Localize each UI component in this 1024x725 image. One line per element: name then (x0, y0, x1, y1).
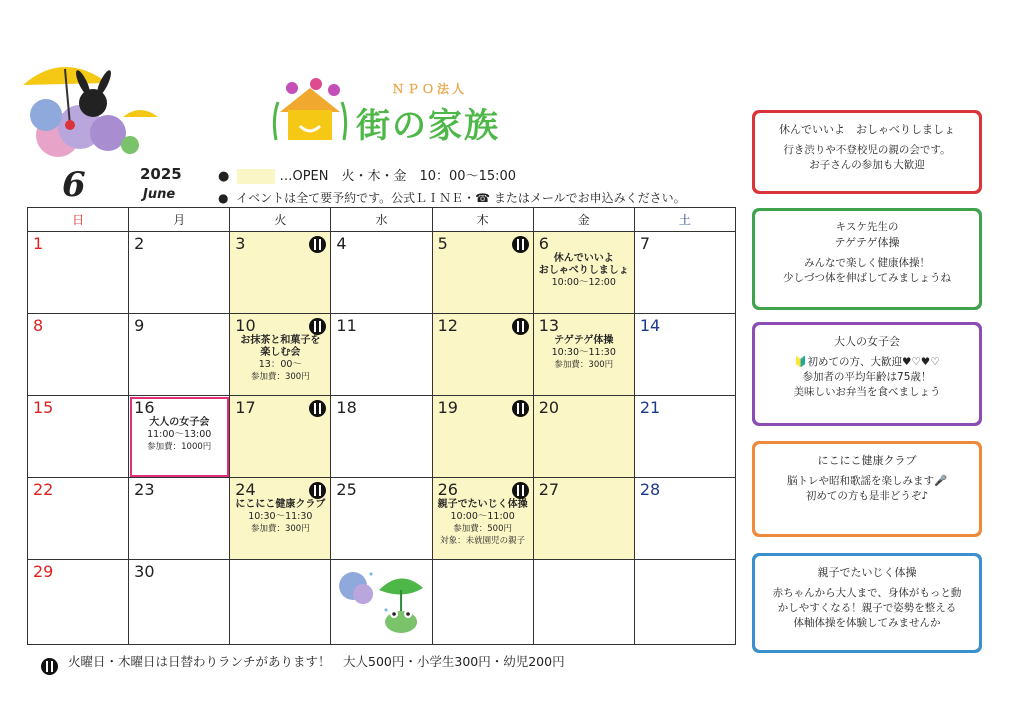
day-cell (230, 232, 331, 314)
card-body: 脳トレや昭和歌謡を楽しみます🎤 (786, 475, 948, 487)
event-title: 休んでいいよ (553, 253, 614, 264)
logo-title: 街の家族 (356, 106, 500, 146)
day-number: 10 (235, 316, 256, 335)
day-number: 28 (639, 480, 661, 499)
event-card-inner (755, 325, 979, 423)
event-card-taijiku (752, 553, 982, 653)
event-title: にこにこ健康クラブ (235, 499, 326, 510)
card-body: 初めての方も是非どうぞ♪ (805, 490, 929, 502)
day-number: 16 (134, 398, 155, 417)
event-card-tegetege (752, 208, 982, 310)
weekday-tue: 火 (230, 208, 331, 232)
day-number: 3 (235, 234, 246, 253)
card-body: 体軸体操を体験してみませんか (793, 617, 941, 629)
card-body: 美味しいお弁当を食べましょう (793, 386, 941, 398)
open-hours-text: …OPEN 火・木・金 10：00～15:00 (279, 169, 517, 184)
fork-knife-icon (512, 236, 529, 253)
event-card-rest (752, 110, 982, 194)
event (539, 253, 629, 289)
day-cell (129, 478, 230, 560)
weekday-thu: 木 (432, 208, 533, 232)
frog-hydrangea-illustration (331, 560, 431, 640)
year: 2025 (140, 165, 182, 183)
day-cell (634, 314, 735, 396)
day-cell (533, 396, 634, 478)
event-title: 楽しむ会 (260, 347, 301, 358)
day-cell (230, 396, 331, 478)
day-number: 24 (235, 480, 256, 499)
day-number: 2 (134, 234, 145, 253)
day-number: 17 (235, 398, 256, 417)
open-hours-info: ● …OPEN 火・木・金 10：00～15:00 (218, 169, 517, 184)
event-title: 親子でたいじく体操 (437, 499, 528, 510)
day-cell (28, 314, 129, 396)
day-number: 21 (639, 398, 661, 417)
card-body: お子さんの参加も大歓迎 (809, 159, 925, 171)
card-title: 休んでいいよ おしゃべりしましょ (779, 123, 955, 136)
day-number: 15 (33, 398, 54, 417)
day-cell (28, 478, 129, 560)
card-body: 少しづつ体を伸ばしてみましょうね (783, 272, 951, 284)
day-cell (634, 560, 735, 645)
day-cell (533, 560, 634, 645)
card-title: キスケ先生の (835, 221, 899, 233)
card-title: テゲテゲ体操 (834, 236, 900, 249)
day-cell (331, 396, 432, 478)
weekday-sun: 日 (28, 208, 129, 232)
day-cell-highlighted (129, 396, 230, 478)
footer-lunch-note (45, 652, 565, 671)
event (134, 417, 224, 453)
week-row (28, 396, 736, 478)
event-card-inner (755, 211, 979, 307)
day-number: 25 (336, 480, 357, 499)
event-card-nikoniko (752, 441, 982, 537)
event (235, 335, 325, 383)
umbrella-hydrangea-illustration (18, 55, 168, 165)
weekday-mon: 月 (129, 208, 230, 232)
day-number: 29 (33, 562, 54, 581)
day-cell (331, 478, 432, 560)
event-title: お抹茶と和菓子を (240, 335, 321, 346)
event-title: テゲテゲ体操 (554, 335, 614, 346)
day-cell (533, 314, 634, 396)
event-fee: 参加費：500円 (453, 524, 512, 534)
card-body: 赤ちゃんから大人まで、身体がもっと動 (772, 587, 962, 599)
event-fee: 参加費：300円 (250, 372, 310, 382)
day-cell (129, 560, 230, 645)
day-number: 5 (437, 234, 448, 253)
week-row (28, 232, 736, 314)
day-cell (331, 314, 432, 396)
day-number: 19 (437, 398, 458, 417)
fork-knife-icon (41, 658, 58, 675)
day-number: 20 (538, 398, 560, 417)
day-cell (28, 560, 129, 645)
day-number: 13 (538, 316, 560, 335)
day-cell (331, 232, 432, 314)
fork-knife-icon (512, 400, 529, 417)
weekday-header (28, 208, 736, 232)
event-time: 11:00～13:00 (147, 429, 212, 440)
event (539, 335, 629, 371)
event-card-inner (755, 556, 979, 650)
day-cell (432, 314, 533, 396)
day-number: 4 (336, 234, 347, 253)
calendar-grid (27, 207, 736, 645)
logo-subtitle: ＮＰＯ法人 (392, 82, 468, 96)
day-cell (28, 396, 129, 478)
event-time: 10:30～11:30 (248, 511, 313, 522)
event (235, 499, 325, 535)
day-cell (432, 478, 533, 560)
week-row (28, 314, 736, 396)
event-fee: 参加費：300円 (554, 360, 614, 370)
fork-knife-icon (512, 482, 529, 499)
card-body: 行き渋りや不登校児の親の会です。 (783, 144, 951, 156)
card-body: 参加者の平均年齢は75歳！ (802, 371, 932, 383)
week-row (28, 560, 736, 645)
month-number: 6 (62, 165, 86, 205)
day-cell (230, 478, 331, 560)
day-cell (230, 314, 331, 396)
month-english: June (143, 187, 176, 202)
lunch-swatch (237, 169, 275, 184)
day-number: 1 (33, 234, 44, 253)
day-cell (533, 478, 634, 560)
day-number: 30 (134, 562, 155, 581)
day-number: 27 (538, 480, 560, 499)
event-time: 10:30～11:30 (551, 347, 616, 358)
day-cell (634, 478, 735, 560)
day-number: 22 (33, 480, 54, 499)
day-cell (230, 560, 331, 645)
card-title: 親子でたいじく体操 (817, 566, 917, 579)
reservation-info: ● イベントは全て要予約です。公式ＬＩＮＥ・☎ またはメールでお申込みください。 (218, 191, 686, 205)
day-cell (331, 560, 432, 645)
event-card-joshikai (752, 322, 982, 426)
weekday-sat: 土 (634, 208, 735, 232)
day-number: 9 (134, 316, 145, 335)
day-number: 14 (639, 316, 661, 335)
day-number: 18 (336, 398, 357, 417)
event-time: 10:00～11:00 (450, 511, 515, 522)
day-number: 6 (538, 234, 549, 253)
event-card-inner (755, 113, 979, 191)
card-body: かしやすくなる！親子で姿勢を整える (777, 602, 957, 614)
card-title: にこにこ健康クラブ (817, 454, 917, 467)
event-title: おしゃべりしましょ (538, 265, 629, 276)
event-fee: 参加費：1000円 (147, 442, 212, 452)
event-time: 10:00～12:00 (551, 277, 616, 288)
reservation-text: イベントは全て要予約です。公式ＬＩＮＥ・☎ またはメールでお申込みください。 (236, 191, 686, 205)
event (438, 499, 528, 547)
card-body: 🔰初めての方、大歓迎♥♡♥♡ (794, 356, 940, 368)
day-number: 26 (437, 480, 458, 499)
weekday-fri: 金 (533, 208, 634, 232)
day-cell (634, 232, 735, 314)
day-cell (432, 560, 533, 645)
day-number: 11 (336, 316, 357, 335)
day-number: 8 (33, 316, 44, 335)
event-time: 13：00～ (258, 359, 302, 370)
footer-text: 火曜日・木曜日は日替わりランチがあります！ 大人500円・小学生300円・幼児200円 (68, 654, 565, 669)
day-cell (533, 232, 634, 314)
event-target: 対象：未就園児の親子 (440, 536, 526, 546)
day-cell (432, 232, 533, 314)
event-fee: 参加費：300円 (250, 524, 310, 534)
day-cell (432, 396, 533, 478)
day-number: 7 (639, 234, 651, 253)
fork-knife-icon (512, 318, 529, 335)
day-cell (129, 232, 230, 314)
day-cell (28, 232, 129, 314)
event-card-inner (755, 444, 979, 534)
week-row (28, 478, 736, 560)
card-body: みんなで楽しく健康体操！ (804, 257, 930, 269)
card-title: 大人の女子会 (834, 335, 900, 348)
day-number: 23 (134, 480, 155, 499)
weekday-wed: 水 (331, 208, 432, 232)
event-title: 大人の女子会 (149, 417, 210, 428)
day-number: 12 (437, 316, 458, 335)
day-cell (634, 396, 735, 478)
day-cell (129, 314, 230, 396)
